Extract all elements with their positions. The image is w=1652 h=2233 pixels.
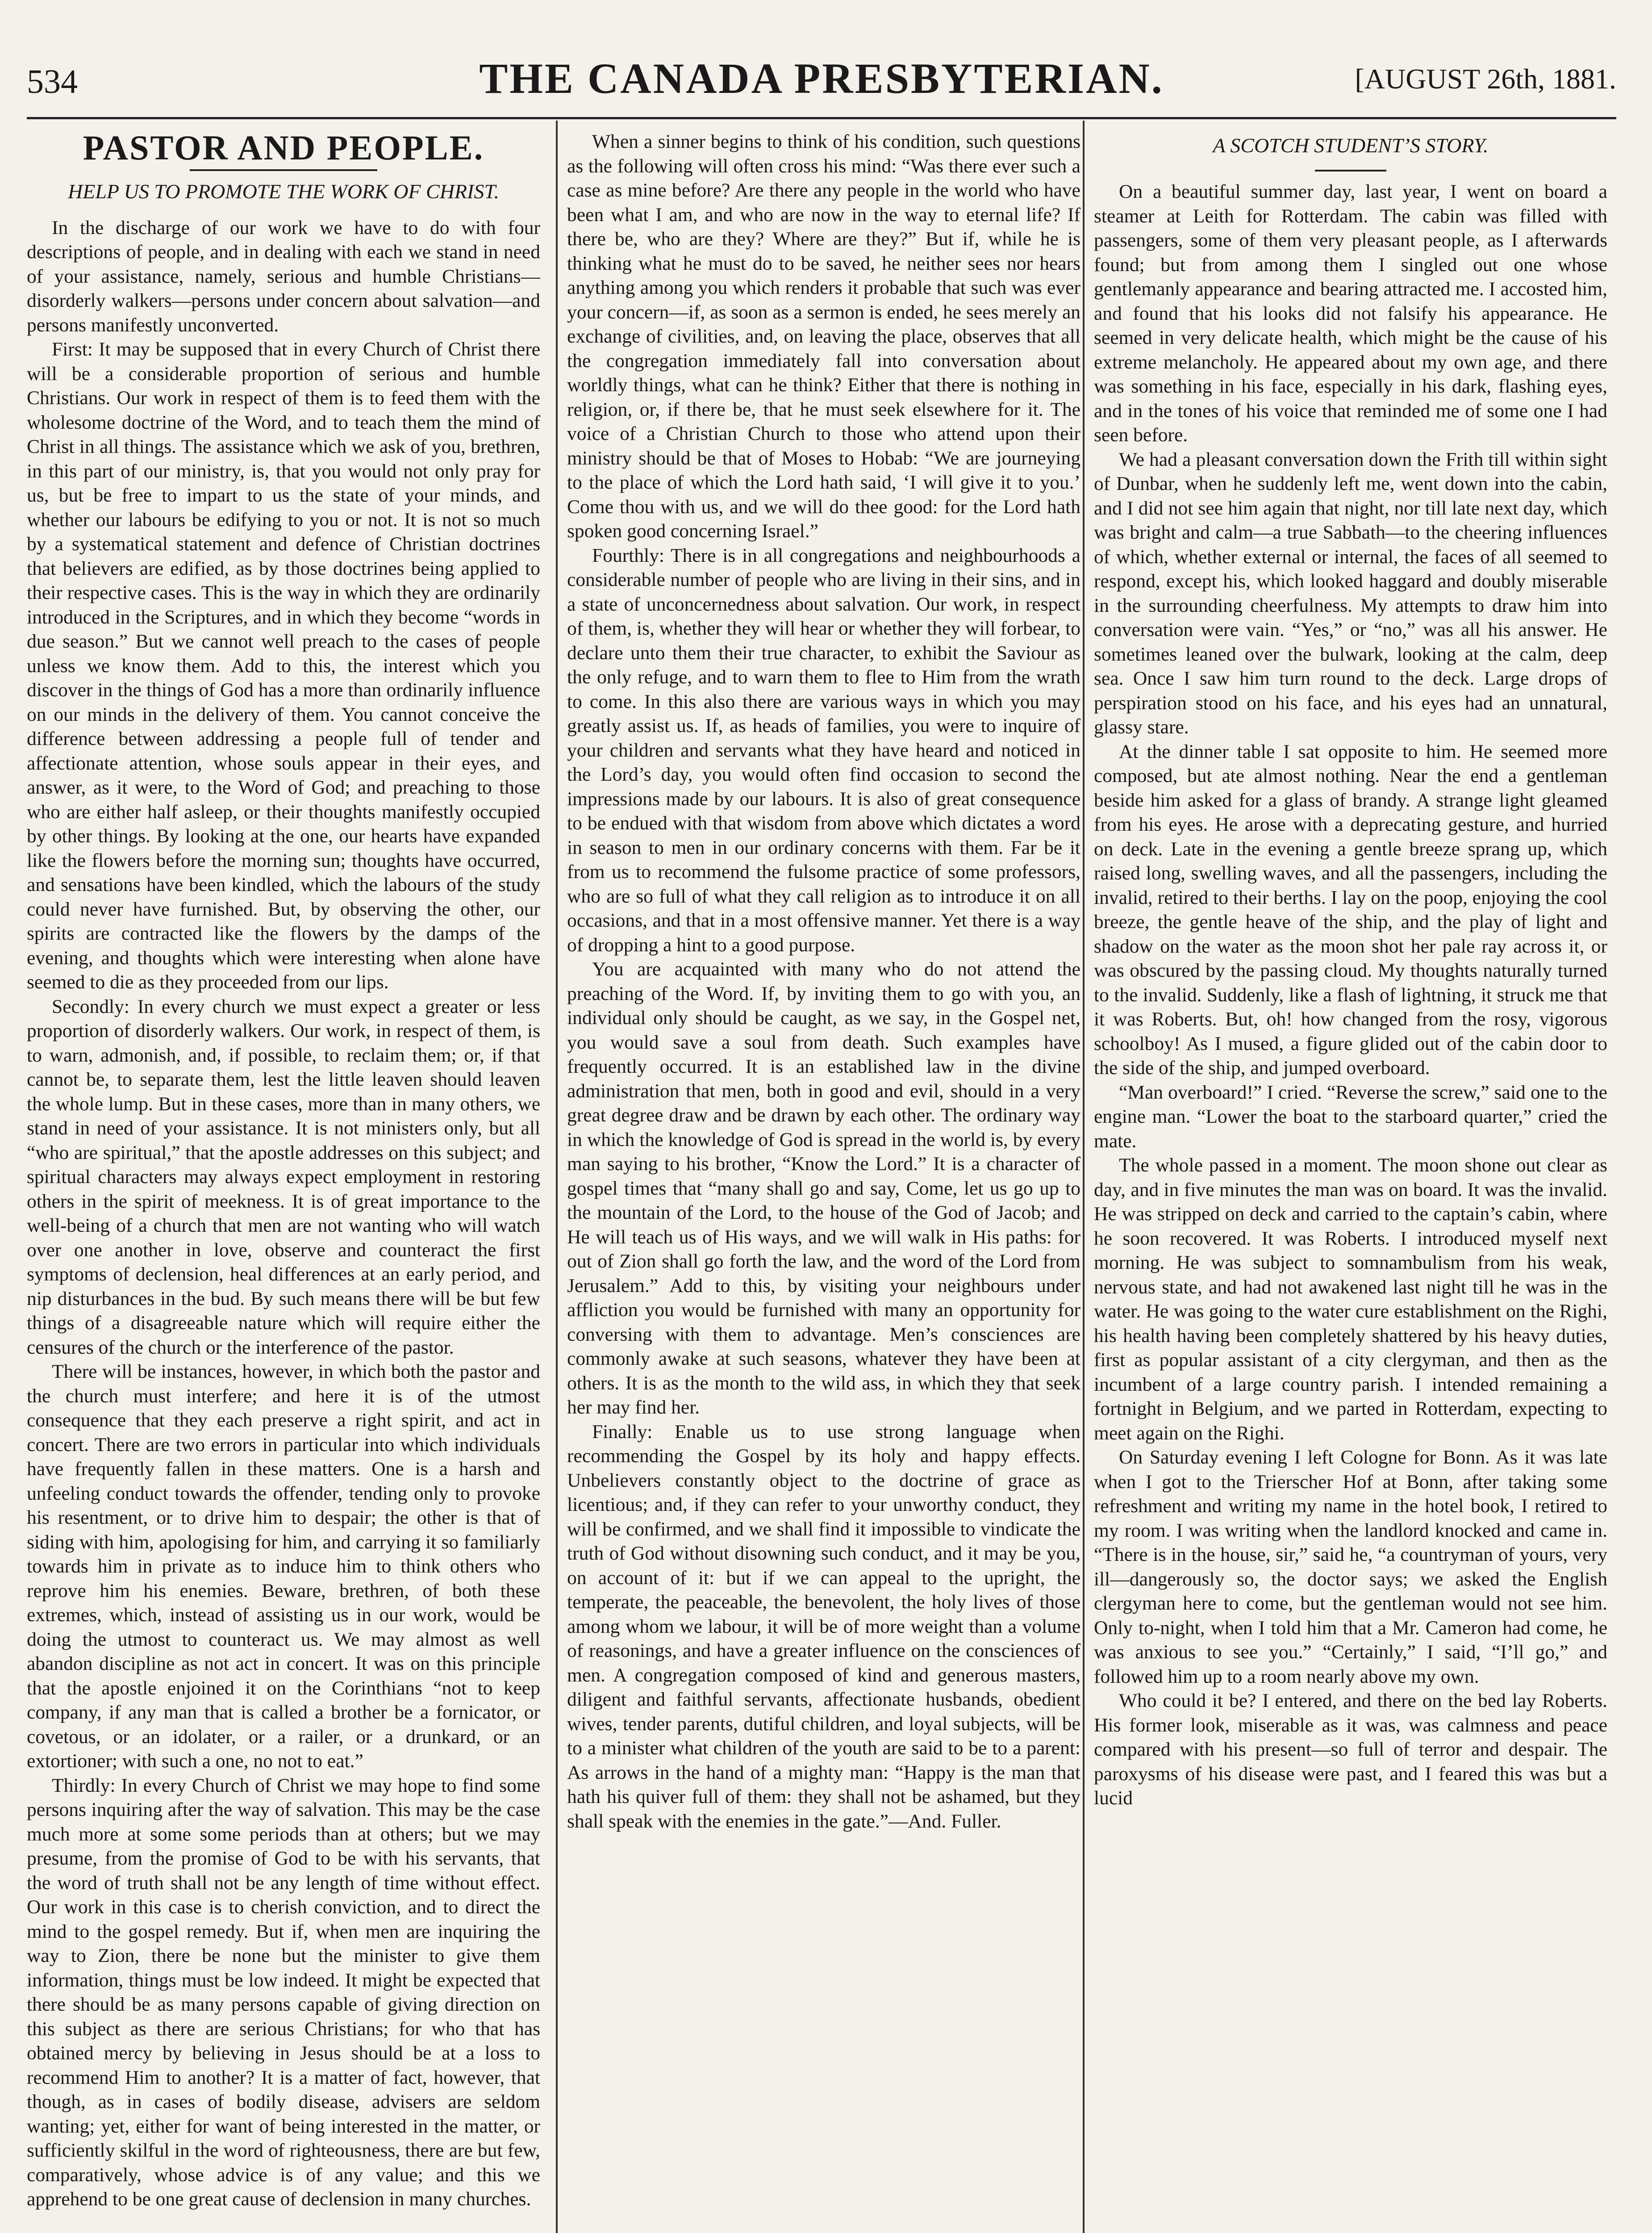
paragraph: Finally: Enable us to use strong language when recommending the Gospel by its holy and happy effects. Unbelievers constantly object to the doctrine of grace as licentious; and, if they can refer to your unworthy conduct, they will be confirmed, and we shall find it impossible to vindicate the truth of God without disowning such conduct, and it may be you, on account of it: but if we can appeal to the upright, the temperate, the peaceable, the benevolent, the holy lives of those among whom we labour, it will be of more weight than a volume of reasonings, and have a greater influence on the consciences of men. A congregation composed of kind and generous masters, diligent and faithful servants, affectionate husbands, obedient wives, tender parents, dutiful children, and loyal subjects, will be to a minister what children of the youth are said to be to a parent: As arrows in the hand of a mighty man: “Happy is the man that hath his quiver full of them: they shall not be ashamed, but they shall speak with the enemies in the gate.”—And. Fuller. [567,1421,1080,1832]
column-divider [556,121,558,2233]
column-3 [1094,130,1607,2233]
paragraph: Thirdly: In every Church of Christ we may hope to find some persons inquiring after the way of salvation. This may be the case much more at some some periods than at others; but we may presume, from the promise of God to be with his servants, that the word of truth shall not be any length of time without effect. Our work in this case is to cherish conviction, and to direct the mind to the gospel remedy. But if, when men are inquiring the way to Zion, there be none but the minister to give them information, things must be low indeed. It might be expected that there should be as many persons capable of giving direction on this subject as there are serious Christians; for who that has obtained mercy by believing in Jesus should be at a loss to recommend Him to another? It is a matter of fact, however, that though, as in cases of bodily disease, advisers are seldom wanting; yet, either for want of being interested in the matter, or sufficiently skilful in the word of righteousness, there are but few, comparatively, whose advice is of any value; and this we apprehend to be one great cause of declension in many churches. [27,1774,540,2210]
article-rule [1315,170,1386,171]
header-rule [27,117,1616,119]
page-header [27,54,1616,112]
paragraph: Fourthly: There is in all congregations and neighbourhoods a considerable number of people who are living in their sins, and in a state of unconcernedness about salvation. Our work, in respect of them, is, whether they will hear or whether they will forbear, to declare unto them their true character, to exhibit the Saviour as the only refuge, and to warn them to flee to Him from the wrath to come. In this also there are various ways in which you may greatly assist us. If, as heads of families, you were to inquire of your children and servants what they have heard and noticed in the Lord’s day, you would often find occasion to second the impressions made by our labours. It is also of great consequence to be endued with that wisdom from above which dictates a word in season to men in our ordinary concerns with them. Far be it from us to recommend the fulsome practice of some professors, who are so full of what they call religion as to introduce it on all occasions, and that in a most offensive manner. Yet there is a way of dropping a hint to a good purpose. [567,544,1080,956]
paragraph: “Man overboard!” I cried. “Reverse the screw,” said one to the engine man. “Lower the boat to the starboard quarter,” cried the mate. [1094,1081,1607,1152]
page-number: 534 [27,63,78,100]
paragraph: Who could it be? I entered, and there on the bed lay Roberts. His former look, miserable as it was, was calmness and peace compared with his present—so full of terror and despair. The paroxysms of his disease were past, and I feared this was but a lucid [1094,1690,1607,1809]
paragraph: On a beautiful summer day, last year, I went on board a steamer at Leith for Rotterdam. The cabin was filled with passengers, some of them very pleasant people, as I afterwards found; but from among them I singled out one whose gentlemanly appearance and bearing attracted me. I accosted him, and found that his looks did not falsify his appearance. He seemed in very delicate health, which might be the cause of his extreme melancholy. He appeared about my own age, and there was something in his face, especially in his dark, flashing eyes, and in the tones of his voice that reminded me of some one I had seen before. [1094,181,1607,446]
column-1 [27,130,540,2233]
newspaper-title: THE CANADA PRESBYTERIAN. [479,54,1164,102]
paragraph: The whole passed in a moment. The moon shone out clear as day, and in five minutes the man was on board. It was the invalid. He was stripped on deck and carried to the captain’s cabin, where he soon recovered. It was Roberts. I introduced myself next morning. He was subject to somnambulism from his weak, nervous state, and had not awakened last night till he was in the water. He was going to the water cure establishment on the Righi, his health having been completely shattered by his heavy duties, first as popular assistant of a city clergyman, and then as the incumbent of a large country parish. I intended remaining a fortnight in Belgium, and we parted in Rotterdam, expecting to meet again on the Righi. [1094,1154,1607,1444]
issue-date: [AUGUST 26th, 1881. [1355,63,1616,95]
section-rule [190,169,377,171]
paragraph: You are acquainted with many who do not attend the preaching of the Word. If, by inviting them to go with you, an individual only should be caught, as we say, in the Gospel net, you would save a soul from death. Such examples have frequently occurred. It is an established law in the divine administration that men, both in good and evil, should in a very great degree draw and be drawn by each other. The ordinary way in which the knowledge of God is spread in the world is, by every man saying to his brother, “Know the Lord.” It is a character of gospel times that “many shall go and say, Come, let us go up to the mountain of the Lord, to the house of the God of Jacob; and He will teach us of His ways, and we will walk in His paths: for out of Zion shall go forth the law, and the word of the Lord from Jerusalem.” Add to this, by visiting your neighbours under affliction you would be furnished with many an opportunity for conversing with them to advantage. Men’s consciences are commonly awake at such seasons, whatever they have been at others. It is as the month to the wild ass, in which they that seek her may find her. [567,958,1080,1418]
paragraph: First: It may be supposed that in every Church of Christ there will be a considerable proportion of serious and humble Christians. Our work in respect of them is to feed them with the wholesome doctrine of the Word, and to teach them the mind of Christ in all things. The assistance which we ask of you, brethren, in this part of our ministry, is, that you would not only pray for us, but be free to impart to us the state of your minds, and whether our labours be edifying to you or not. It is not so much by a systematical statement and defence of Christian doctrines that believers are edified, as by those doctrines being applied to their respective cases. This is the way in which they are ordinarily introduced in the Scriptures, and in which they become “words in due season.” But we cannot well preach to the cases of people unless we know them. Add to this, the interest which you discover in the things of God has a more than ordinarily influence on our minds in the delivery of them. You cannot conceive the difference between addressing a people full of tender and affectionate attention, whose souls appear in their eyes, and answer, as it were, to the Word of God; and preaching to those who are either half asleep, or their thoughts manifestly occupied by other things. By looking at the one, our hearts have expanded like the flowers before the morning sun; thoughts have occurred, and sensations have been kindled, which the labours of the study could never have furnished. But, by observing the other, our spirits are contracted like the flowers by the damps of the evening, and thoughts which were interesting when alone have seemed to die as they proceeded from our lips. [27,339,540,993]
paragraph: We had a pleasant conversation down the Frith till within sight of Dunbar, when he suddenly left me, went down into the cabin, and I did not see him again that night, nor till late next day, which was bright and calm—a true Sabbath—to the cheering influences of which, whether external or internal, the faces of all seemed to respond, except his, which looked haggard and doubly miserable in the surrounding cheerfulness. My attempts to draw him into conversation were vain. “Yes,” or “no,” was all his answer. He sometimes leaned over the bulwark, looking at the calm, deep sea. Once I saw him turn round to the deck. Large drops of perspiration stood on his face, and his eyes had an unnatural, glassy stare. [1094,448,1607,738]
paragraph: There will be instances, however, in which both the pastor and the church must interfere; and here it is of the utmost consequence that they each preserve a right spirit, and act in concert. There are two errors in particular into which individuals have frequently fallen in these matters. One is a harsh and unfeeling conduct towards the offender, tending only to provoke his resentment, or to drive him to despair; the other is that of siding with him, apologising for him, and carrying it so familiarly towards him in private as to induce him to think others who reprove him his enemies. Beware, brethren, of both these extremes, which, instead of assisting us in our work, would be doing the utmost to counteract us. We may almost as well abandon discipline as not act in concert. It was on this principle that the apostle enjoined it on the Corinthians “not to keep company, if any man that is called a brother be a fornicator, or covetous, or an idolater, or a railer, or a drunkard, or an extortioner; with such a one, no not to eat.” [27,1361,540,1772]
paragraph: Secondly: In every church we must expect a greater or less proportion of disorderly walkers. Our work, in respect of them, is to warn, admonish, and, if possible, to reclaim them; or, if that cannot be, to separate them, lest the little leaven should leaven the whole lump. But in these cases, more than in many others, we stand in need of your assistance. It is not ministers only, but all “who are spiritual,” that the apostle addresses on this subject; and spiritual characters may always expect employment in restoring others in the spirit of meekness. It is of great importance to the well-being of a church that men are not wanting who will watch over one another in love, observe and counteract the first symptoms of declension, heal differences at an early period, and nip disturbances in the bud. By such means there will be but few things of a disagreeable nature which will require either the censures of the church or the interference of the pastor. [27,995,540,1358]
article-title: A SCOTCH STUDENT’S STORY. [1213,134,1489,157]
paragraph: When a sinner begins to think of his condition, such questions as the following will often cross his mind: “Was there ever such a case as mine before? Are there any people in the world who have been what I am, and who are now in the way to eternal life? If there be, who are they? Where are they?” But if, while he is thinking what he must do to be saved, he neither sees nor hears anything among you which renders it probable that such was ever your concern—if, as soon as a sermon is ended, he sees merely an exchange of civilities, and, on leaving the place, observes that all the congregation immediately fall into conversation about worldly things, what can he think? Either that there is nothing in religion, or, if there be, that he must seek elsewhere for it. The voice of a Christian Church to those who attend upon their ministry should be that of Moses to Hobab: “We are journeying to the place of which the Lord hath said, ‘I will give it to you.’ Come thou with us, and we will do thee good: for the Lord hath spoken good concerning Israel.” [567,131,1080,542]
column-2 [567,130,1080,2233]
article-title: HELP US TO PROMOTE THE WORK OF CHRIST. [67,180,500,203]
paragraph: In the discharge of our work we have to do with four descriptions of people, and in dealing with each we stand in need of your assistance, namely, serious and humble Christians—disorderly walkers—persons under concern about salvation—and persons manifestly unconverted. [27,217,540,336]
paragraph: On Saturday evening I left Cologne for Bonn. As it was late when I got to the Trierscher Hof at Bonn, after taking some refreshment and writing my name in the hotel book, I retired to my room. I was writing when the landlord knocked and came in. “There is in the house, sir,” said he, “a countryman of yours, very ill—dangerously so, the doctor says; we asked the English clergyman here to come, but the gentleman would not see him. Only to-night, when I told him that a Mr. Cameron had come, he was anxious to see you.” “Certainly,” I said, “I’ll go,” and followed him up to a room nearly above my own. [1094,1447,1607,1687]
paragraph: At the dinner table I sat opposite to him. He seemed more composed, but ate almost nothing. Near the end a gentleman beside him asked for a glass of brandy. A strange light gleamed from his eyes. He arose with a deprecating gesture, and hurried on deck. Late in the evening a gentle breeze sprang up, which raised long, swelling waves, and all the passengers, including the invalid, retired to their berths. I lay on the poop, enjoying the cool breeze, the gentle heave of the ship, and the play of light and shadow on the water as the moon shot her pale ray across it, or was obscured by the passing cloud. My thoughts naturally turned to the invalid. Suddenly, like a flash of lightning, it struck me that it was Roberts. But, oh! how changed from the rosy, vigorous schoolboy! As I mused, a figure glided out of the cabin door to the side of the ship, and jumped overboard. [1094,740,1607,1079]
section-title: PASTOR AND PEOPLE. [83,130,484,167]
column-divider [1083,121,1085,2233]
